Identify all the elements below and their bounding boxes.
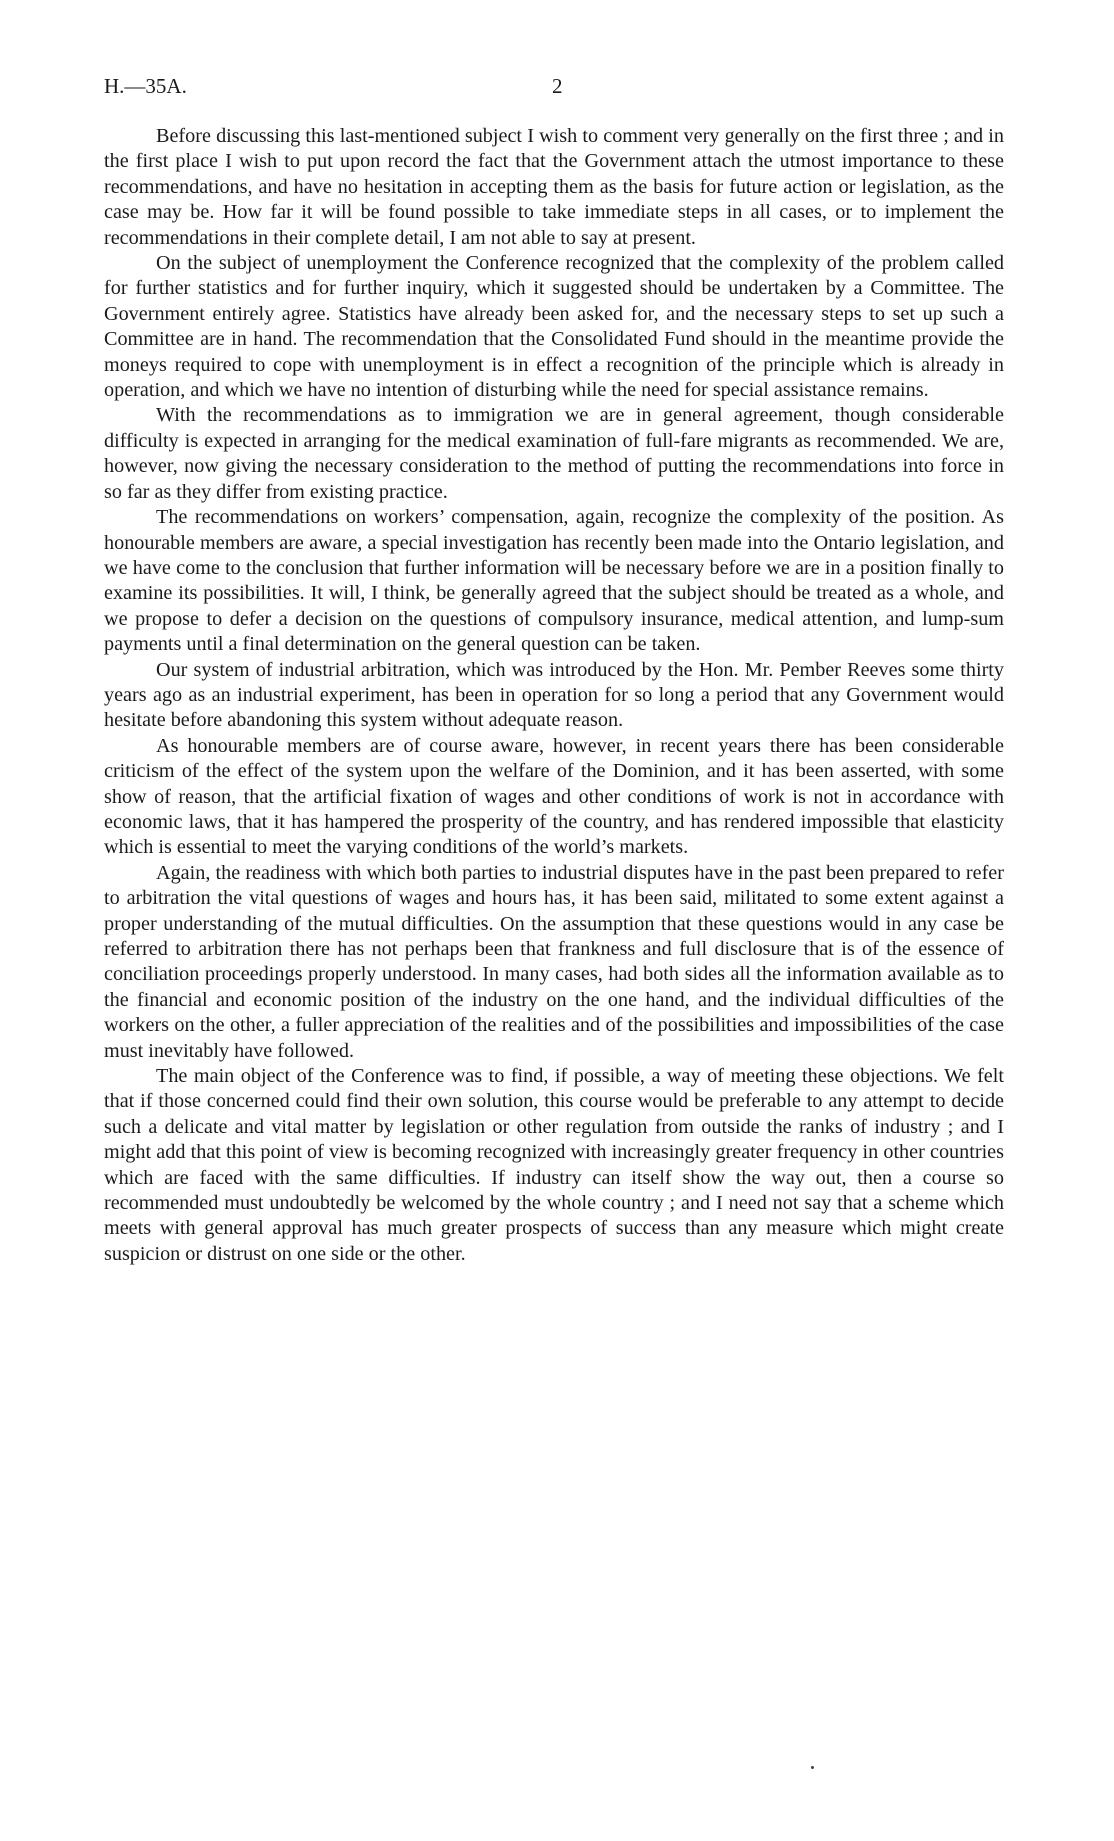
document-reference: H.—35A. (104, 74, 187, 98)
page-number: 2 (552, 74, 563, 98)
paragraph: Our system of industrial arbitration, which was introduced by the Hon. Mr. Pember Reeves some thirty years ago as an industrial experiment, has been in operation for so long a period that any Government would hesitate before abandoning this system without adequate reason. (104, 658, 1004, 732)
paragraph: With the recommendations as to immigration we are in general agreement, though considerable difficulty is expected in arranging for the medical examination of full-fare migrants as recommended. We are, however, now giving the necessary consideration to the method of putting the recommendations into force in so far as they differ from existing practice. (104, 404, 1004, 503)
paragraph: Again, the readiness with which both parties to industrial disputes have in the past been prepared to refer to arbitration the vital questions of wages and hours has, it has been said, militated to some extent against a proper understanding of the mutual difficulties. On the assumption that these questions would in any case be referred to arbitration there has not perhaps been that frankness and full disclosure that is of the essence of conciliation proceedings properly understood. In many cases, had both sides all the information available as to the financial and economic position of the industry on the one hand, and the individual difficulties of the workers on the other, a fuller appreciation of the realities and of the possibilities and impossibilities of the case must inevitably have followed. (104, 861, 1004, 1062)
page-header (104, 74, 1004, 104)
body-text (104, 124, 1004, 1267)
paragraph: As honourable members are of course aware, however, in recent years there has been considerable criticism of the effect of the system upon the welfare of the Dominion, and it has been asserted, with some show of reason, that the artificial fixation of wages and other conditions of work is not in accordance with economic laws, that it has hampered the prosperity of the country, and has rendered impossible that elasticity which is essential to meet the varying conditions of the world’s markets. (104, 734, 1004, 859)
paragraph: The recommendations on workers’ compensation, again, recognize the complexity of the position. As honourable members are aware, a special investigation has recently been made into the Ontario legislation, and we have come to the conclusion that further information will be necessary before we are in a position finally to examine its possibilities. It will, I think, be generally agreed that the subject should be treated as a whole, and we propose to defer a decision on the questions of compulsory insurance, medical attention, and lump-sum payments until a final determination on the general question can be taken. (104, 506, 1004, 656)
paragraph: Before discussing this last-mentioned subject I wish to comment very generally on the first three ; and in the first place I wish to put upon record the fact that the Government attach the utmost importance to these recommendations, and have no hesitation in accepting them as the basis for future action or legislation, as the case may be. How far it will be found possible to take immediate steps in all cases, or to implement the recommendations in their complete detail, I am not able to say at present. (104, 125, 1004, 249)
paragraph: On the subject of unemployment the Conference recognized that the complexity of the problem called for further statistics and for further inquiry, which it suggested should be undertaken by a Committee. The Government entirely agree. Statistics have already been asked for, and the necessary steps to set up such a Committee are in hand. The recommendation that the Consolidated Fund should in the meantime provide the moneys required to cope with unemployment is in effect a recognition of the principle which is already in operation, and which we have no intention of disturbing while the need for special assistance remains. (104, 252, 1004, 402)
scan-speck (811, 1766, 814, 1769)
paragraph: The main object of the Conference was to find, if possible, a way of meeting these objections. We felt that if those concerned could find their own solution, this course would be preferable to any attempt to decide such a delicate and vital matter by legislation or other regulation from outside the ranks of industry ; and I might add that this point of view is becoming recognized with increasingly greater frequency in other countries which are faced with the same difficulties. If industry can itself show the way out, then a course so recommended must undoubtedly be welcomed by the whole country ; and I need not say that a scheme which meets with general approval has much greater prospects of success than any measure which might create suspicion or distrust on one side or the other. (104, 1065, 1004, 1265)
